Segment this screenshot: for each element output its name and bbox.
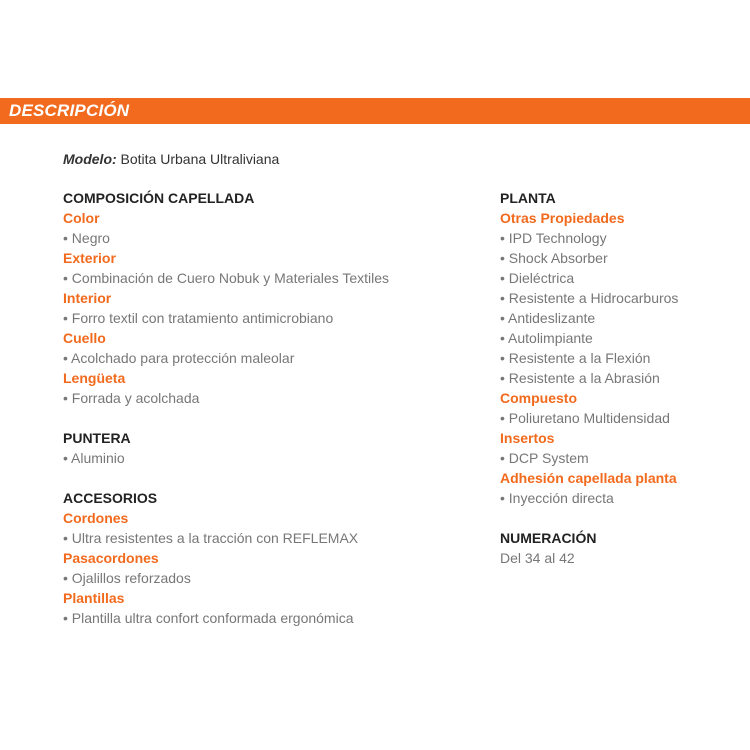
attr-value-interior: • Forro textil con tratamiento antimicrobiano xyxy=(63,310,334,326)
attr-label-lengueta: Lengüeta xyxy=(63,370,126,386)
list-item: • IPD Technology xyxy=(500,230,607,246)
attr-value-numeracion: Del 34 al 42 xyxy=(500,550,575,566)
section-title-puntera: PUNTERA xyxy=(63,430,131,446)
model-line xyxy=(63,149,279,169)
attr-label-plantillas: Plantillas xyxy=(63,590,125,606)
list-item: • Resistente a Hidrocarburos xyxy=(500,290,679,306)
attr-label-compuesto: Compuesto xyxy=(500,390,577,406)
attr-value-lengueta: • Forrada y acolchada xyxy=(63,390,200,406)
attr-label-interior: Interior xyxy=(63,290,112,306)
attr-value-adhesion: • Inyección directa xyxy=(500,490,614,506)
attr-value-pasacordones: • Ojalillos reforzados xyxy=(63,570,191,586)
attr-label-exterior: Exterior xyxy=(63,250,116,266)
attr-value-cordones: • Ultra resistentes a la tracción con REFLEMAX xyxy=(63,530,359,546)
attr-label-pasacordones: Pasacordones xyxy=(63,550,159,566)
attr-value-exterior: • Combinación de Cuero Nobuk y Materiales Textiles xyxy=(63,270,390,286)
attr-label-color: Color xyxy=(63,210,100,226)
attr-value-cuello: • Acolchado para protección maleolar xyxy=(63,350,295,366)
list-item: • Resistente a la Abrasión xyxy=(500,370,660,386)
attr-label-cuello: Cuello xyxy=(63,330,106,346)
attr-label-cordones: Cordones xyxy=(63,510,129,526)
description-banner xyxy=(0,98,750,124)
right-column xyxy=(500,188,740,568)
banner-title: DESCRIPCIÓN xyxy=(9,101,130,120)
list-item: • Resistente a la Flexión xyxy=(500,350,651,366)
list-item: • Shock Absorber xyxy=(500,250,608,266)
list-item: • Autolimpiante xyxy=(500,330,593,346)
section-title-composicion: COMPOSICIÓN CAPELLADA xyxy=(63,190,255,206)
attr-value-puntera: • Aluminio xyxy=(63,450,125,466)
attr-value-compuesto: • Poliuretano Multidensidad xyxy=(500,410,670,426)
model-label: Modelo: xyxy=(63,151,117,167)
section-title-numeracion: NUMERACIÓN xyxy=(500,530,597,546)
list-item: • Antideslizante xyxy=(500,310,596,326)
left-column xyxy=(63,188,483,628)
section-title-accesorios: ACCESORIOS xyxy=(63,490,158,506)
model-value: Botita Urbana Ultraliviana xyxy=(120,151,280,167)
attr-label-adhesion: Adhesión capellada planta xyxy=(500,470,677,486)
attr-value-insertos: • DCP System xyxy=(500,450,589,466)
attr-value-color: • Negro xyxy=(63,230,110,246)
attr-label-otras-propiedades: Otras Propiedades xyxy=(500,210,625,226)
attr-value-plantillas: • Plantilla ultra confort conformada ergonómica xyxy=(63,610,354,626)
list-item: • Dieléctrica xyxy=(500,270,575,286)
section-title-planta: PLANTA xyxy=(500,190,556,206)
attr-label-insertos: Insertos xyxy=(500,430,555,446)
